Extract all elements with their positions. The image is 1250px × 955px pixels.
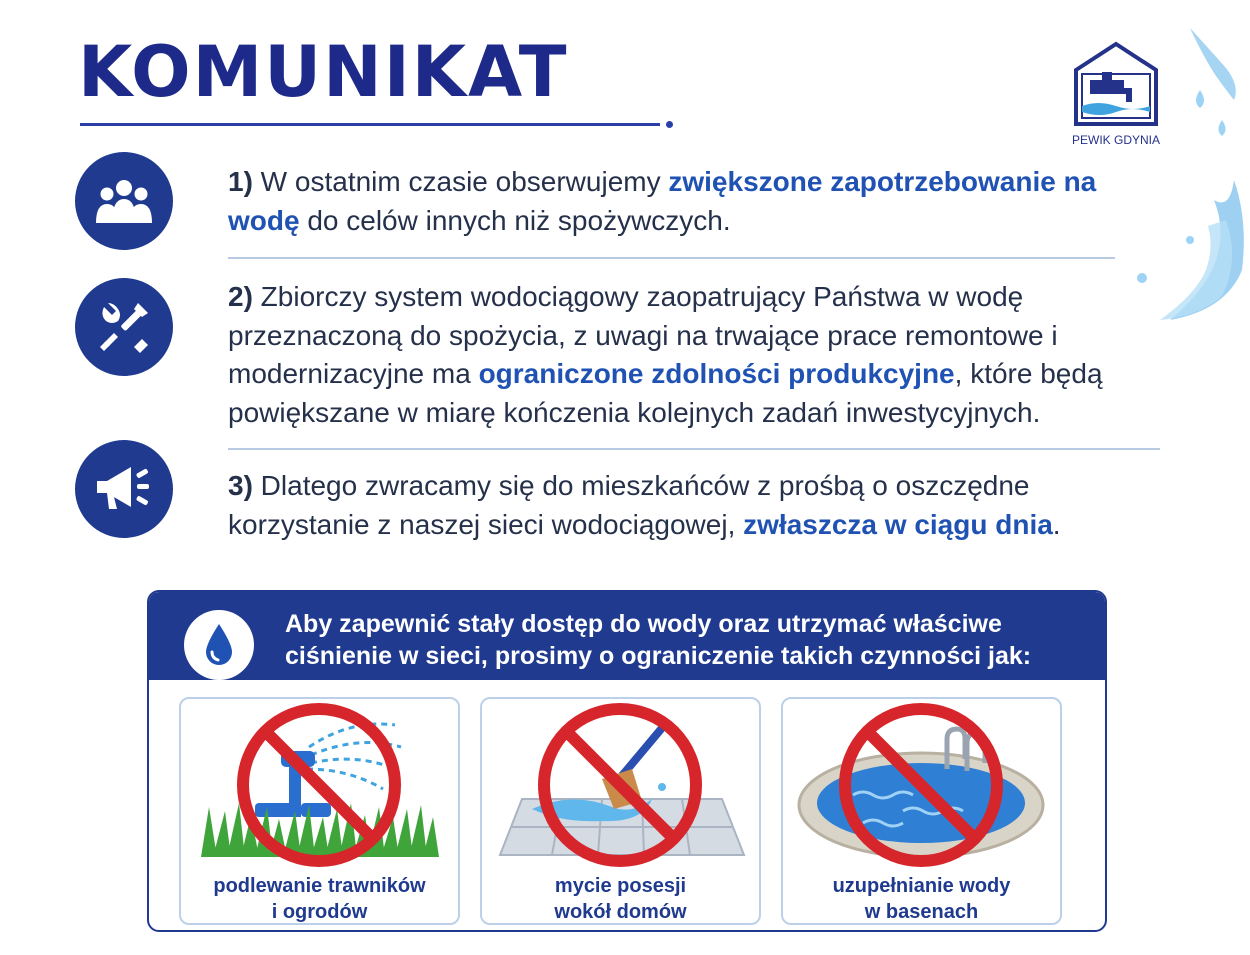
item-2-text: 2) Zbiorczy system wodociągowy zaopatrujący Państwa w wodę przeznaczoną do spożycia, z uwagi na trwające prace remontowe i modernizacyjne ma ograniczone zdolności produkcyjne, które będą powiększane w miarę kończenia kolejnych zadań inwestycyjnych. bbox=[228, 281, 1103, 428]
item-3-icon-badge bbox=[75, 440, 173, 538]
water-drop-icon bbox=[202, 622, 236, 668]
item-3-highlight: zwłaszcza w ciągu dnia bbox=[743, 508, 1053, 540]
item-2-icon-badge bbox=[75, 278, 173, 376]
no-pool-icon bbox=[783, 699, 1060, 869]
title-underline bbox=[80, 123, 660, 126]
item-3-number: 3) bbox=[228, 470, 253, 501]
item-2-highlight: ograniczone zdolności produkcyjne bbox=[478, 358, 955, 389]
notice-header bbox=[149, 592, 1105, 680]
divider-2 bbox=[228, 448, 1160, 450]
item-1-text: 1) W ostatnim czasie obserwujemy zwiększone zapotrzebowanie na wodę do celów innych niż spożywczych. bbox=[228, 166, 1097, 236]
item-1-highlight: zwiększone zapotrzebowanie na wodę bbox=[228, 166, 1097, 236]
title-underline-dot bbox=[666, 121, 673, 128]
notice-text: Aby zapewnić stały dostęp do wody oraz utrzymać właściwe ciśnienie w sieci, prosimy o ograniczenie takich czynności jak: bbox=[285, 610, 1032, 670]
page-title: KOMUNIKAT bbox=[78, 31, 569, 113]
item-1-icon-badge bbox=[75, 152, 173, 250]
no-sprinkler-icon bbox=[181, 699, 458, 869]
card-lawn-watering bbox=[179, 697, 460, 925]
people-group-icon bbox=[92, 175, 156, 227]
notice-box bbox=[147, 590, 1107, 932]
card-label-3: uzupełnianie wody w basenach bbox=[832, 875, 1011, 923]
item-2-number: 2) bbox=[228, 281, 253, 312]
item-1-number: 1) bbox=[228, 166, 253, 197]
card-label-2: mycie posesji wokół domów bbox=[554, 875, 687, 923]
item-3-text: 3) Dlatego zwracamy się do mieszkańców z prośbą o oszczędne korzystanie z naszej sieci wodociągowej, zwłaszcza w ciągu dnia. bbox=[228, 470, 1061, 540]
water-splash-decoration-icon bbox=[1130, 20, 1250, 340]
card-pool-filling bbox=[781, 697, 1062, 925]
card-label-1: podlewanie trawników i ogrodów bbox=[213, 875, 426, 923]
drop-badge bbox=[184, 610, 254, 680]
megaphone-icon bbox=[91, 461, 157, 517]
wrench-screwdriver-icon bbox=[94, 297, 154, 357]
logo-caption: PEWIK GDYNIA bbox=[1071, 133, 1160, 147]
divider-1 bbox=[228, 257, 1115, 259]
card-yard-washing bbox=[480, 697, 761, 925]
no-washing-icon bbox=[482, 699, 759, 869]
